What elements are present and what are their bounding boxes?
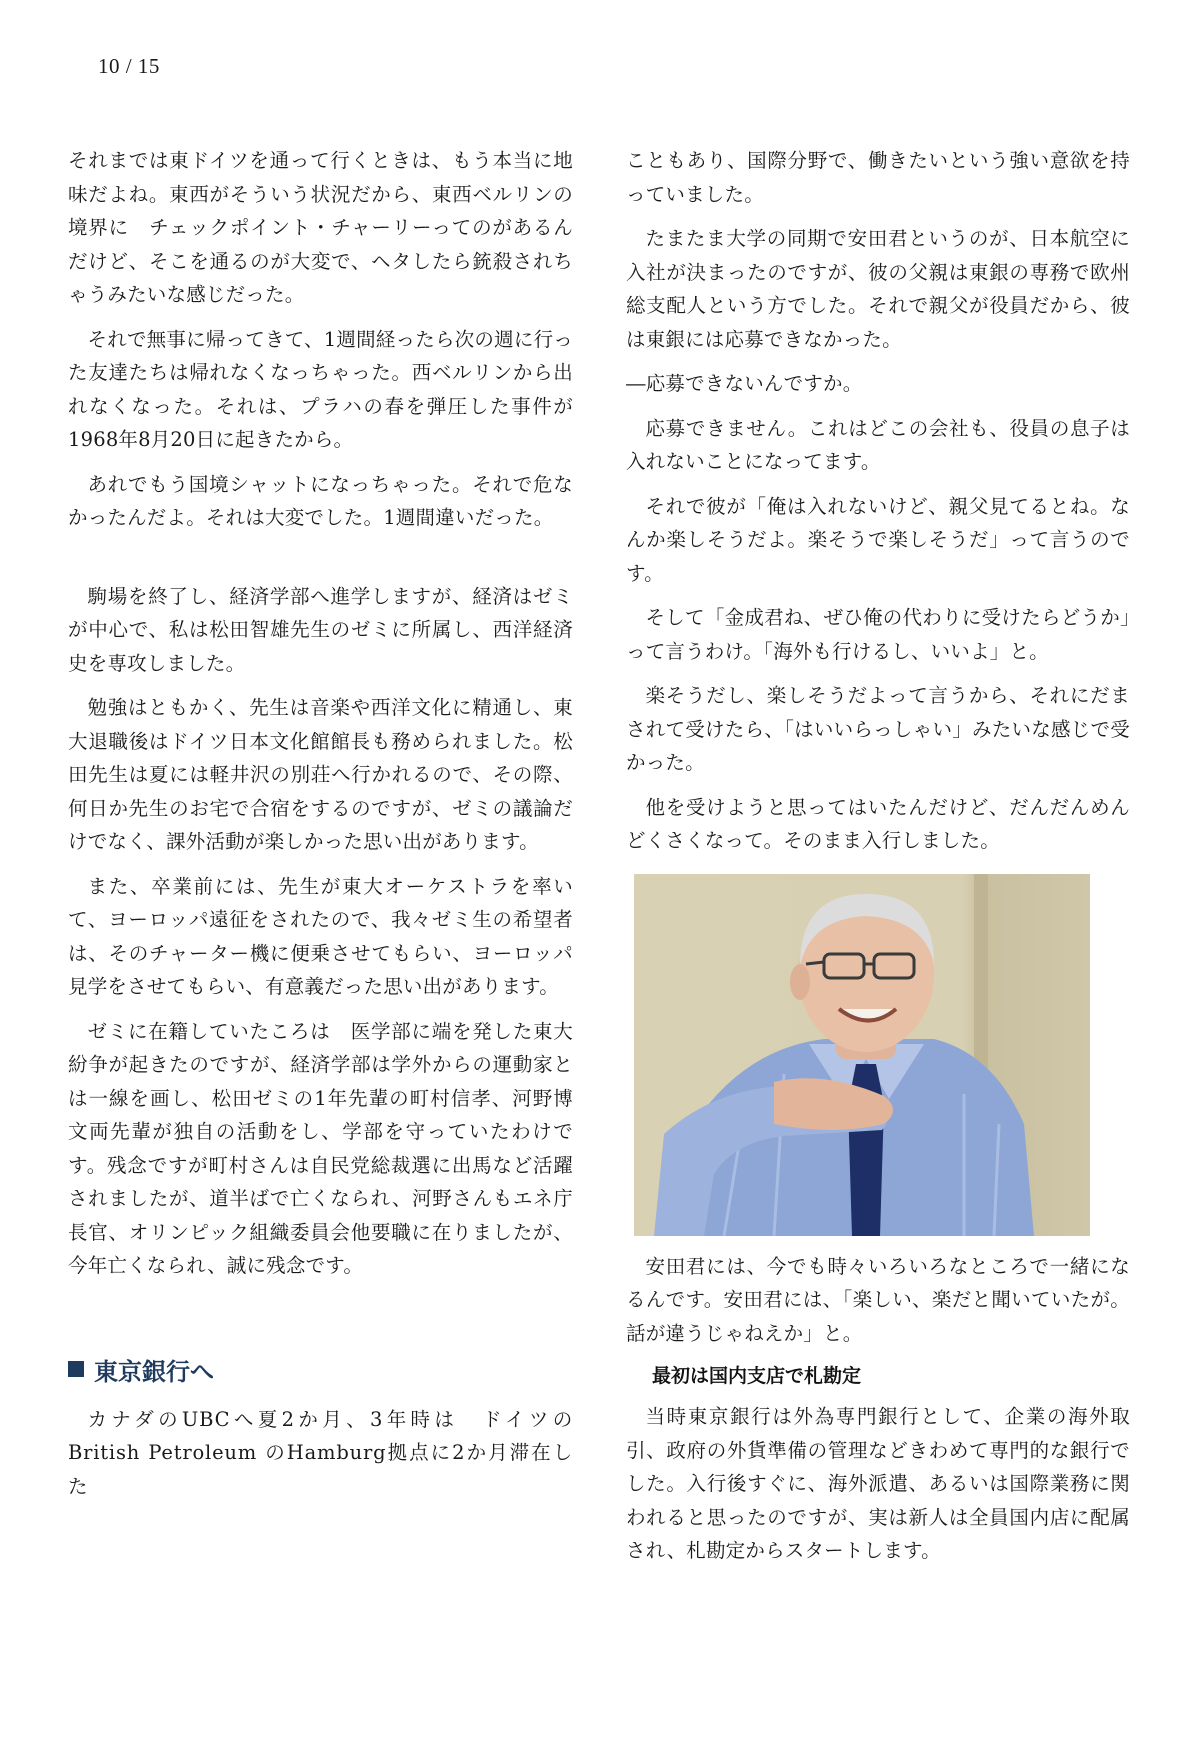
glasses-arm (806, 962, 824, 964)
right-paragraph-8: 安田君には、今でも時々いろいろなところで一緒になるんです。安田君には、「楽しい、楽だと聞いていたが。話が違うじゃねえか」と。 (626, 1254, 1130, 1345)
left-paragraph-2: それで無事に帰ってきて、1週間経ったら次の週に行った友達たちは帰れなくなっちゃった。西ベルリンから出れなくなった。それは、プラハの春を弾圧した事件が1968年8月20日に起きたから。 (68, 327, 573, 451)
ear (790, 964, 810, 1000)
right-question: ―応募できないんですか。 (626, 372, 863, 395)
left-paragraph-3: あれでもう国境シャットになっちゃった。それで危なかったんだよ。それは大変でした。1週間違いだった。 (68, 472, 573, 529)
right-paragraph-3: 応募できません。これはどこの会社も、役員の息子は入れないことになってます。 (626, 416, 1130, 473)
right-paragraph-1: こともあり、国際分野で、働きたいという強い意欲を持っていました。 (626, 149, 1130, 206)
page-number: 10 / 15 (98, 54, 160, 78)
right-paragraph-5: そして「金成君ね、ぜひ俺の代わりに受けたらどうか」って言うわけ。「海外も行けるし、いいよ」と。 (626, 606, 1130, 663)
left-paragraph-8: カナダのUBCへ夏2か月、3年時は ドイツのBritish Petroleum のHamburg拠点に2か月滞在した (68, 1407, 573, 1498)
left-paragraph-5: 勉強はともかく、先生は音楽や西洋文化に精通し、東大退職後はドイツ日本文化館館長も務められました。松田先生は夏には軽井沢の別荘へ行かれるので、その際、何日か先生のお宅で合宿をするのですが、ゼミの議論だけでなく、課外活動が楽しかった思い出があります。 (68, 696, 573, 853)
right-column (626, 144, 1130, 1579)
left-paragraph-6: また、卒業前には、先生が東大オーケストラを率いて、ヨーロッパ遠征をされたので、我々ゼミ生の希望者は、そのチャーター機に便乗させてもらい、ヨーロッパ見学をさせてもらい、有意義だった思い出があります。 (68, 874, 573, 998)
right-paragraph-2: たまたま大学の同期で安田君というのが、日本航空に入社が決まったのですが、彼の父親は東銀の専務で欧州総支配人という方でした。それで親父が役員だから、彼は東銀には応募できなかった。 (626, 227, 1130, 351)
subheading: 最初は国内支店で札勘定 (652, 1365, 862, 1387)
right-paragraph-6: 楽そうだし、楽しそうだよって言うから、それにだまされて受けたら、「はいいらっしゃい」みたいな感じで受かった。 (626, 684, 1130, 774)
section-heading (68, 1352, 573, 1387)
square-bullet-icon (68, 1361, 84, 1377)
section-heading-text: 東京銀行へ (94, 1357, 214, 1386)
left-column (68, 144, 573, 1514)
right-paragraph-4: それで彼が「俺は入れないけど、親父見てるとね。なんか楽しそうだよ。楽そうで楽しそうだ」って言うのです。 (626, 494, 1130, 585)
right-paragraph-9: 当時東京銀行は外為専門銀行として、企業の海外取引、政府の外貨準備の管理などきわめて専門的な銀行でした。入行後すぐに、海外派遣、あるいは国際業務に関われると思ったのですが、実は新人は全員国内店に配属され、札勘定からスタートします。 (626, 1405, 1130, 1562)
left-paragraph-1: それまでは東ドイツを通って行くときは、もう本当に地味だよね。東西がそういう状況だから、東西ベルリンの境界に チェックポイント・チャーリーってのがあるんだけど、そこを通るのが大変で、ヘタしたら銃殺されちゃうみたいな感じだった。 (68, 149, 573, 306)
portrait-illustration (634, 874, 1090, 1236)
left-paragraph-7: ゼミに在籍していたころは 医学部に端を発した東大紛争が起きたのですが、経済学部は学外からの運動家とは一線を画し、松田ゼミの1年先輩の町村信孝、河野博文両先輩が独自の活動をし、学部を守っていたわけです。残念ですが町村さんは自民党総裁選に出馬など活躍されましたが、道半ばで亡くなられ、河野さんもエネ庁長官、オリンピック組織委員会他要職に在りましたが、今年亡くなられ、誠に残念です。 (68, 1019, 573, 1277)
right-paragraph-7: 他を受けようと思ってはいたんだけど、だんだんめんどくさくなって。そのまま入行しました。 (626, 795, 1130, 852)
left-paragraph-4: 駒場を終了し、経済学部へ進学しますが、経済はゼミが中心で、私は松田智雄先生のゼミに所属し、西洋経済史を専攻しました。 (68, 584, 573, 675)
interview-photo (634, 874, 1090, 1236)
